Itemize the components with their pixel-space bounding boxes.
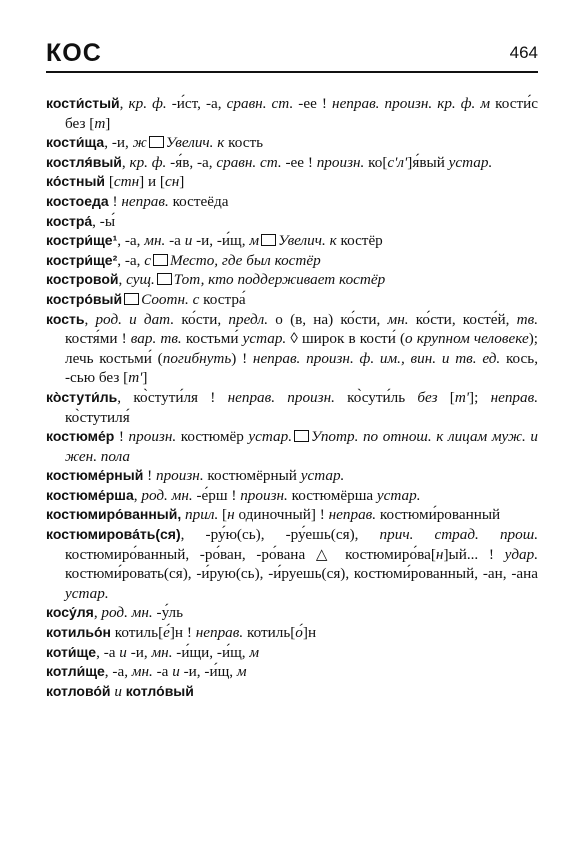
entry-text: -у́ль: [152, 604, 184, 622]
entry-text: костюми́ровать(ся), -и́рую(сь), -и́руешь(ся), костюми́рованный, -ан, -ана: [65, 565, 538, 583]
headword: кость: [46, 310, 85, 327]
grammatical-note: кр. ф.: [128, 95, 167, 112]
grammatical-note: неправ. произн. ф. им., вин. и тв. ед.: [252, 349, 501, 367]
headword: костюмирова́ть(ся): [46, 526, 181, 543]
entry-text: ко[: [364, 153, 388, 171]
grammatical-note: и: [184, 232, 193, 250]
page-number: 464: [509, 43, 538, 62]
grammatical-note: е́: [163, 624, 170, 642]
entry-text: !: [108, 192, 122, 210]
grammatical-note: вар. тв.: [130, 330, 182, 348]
grammatical-note: ж: [132, 134, 147, 152]
entry-text: ]я́вый: [407, 153, 449, 171]
entry-text: , -и,: [104, 134, 133, 152]
entry-text: ]ый... !: [443, 545, 505, 563]
entry-text: ,: [119, 95, 129, 112]
grammatical-note: род. мн.: [141, 486, 193, 504]
entry-text: ко̀сути́ль: [334, 388, 418, 406]
entry-text: ◊ широк в кости́ (: [286, 330, 405, 348]
entry-text: , -а,: [117, 251, 145, 269]
grammatical-note: стн: [113, 173, 140, 191]
grammatical-note: устар.: [65, 584, 109, 602]
grammatical-note: предл.: [228, 310, 269, 328]
entry-text: -и,: [126, 643, 152, 661]
grammatical-note: и: [114, 682, 122, 700]
entry-text: костя́ми !: [65, 330, 131, 348]
dictionary-entries: [46, 94, 538, 701]
entry-text: -ее !: [281, 153, 317, 171]
headword: костюмиро́ванный,: [46, 506, 182, 523]
grammatical-note: мн.: [151, 643, 173, 661]
entry-text: [: [437, 388, 455, 406]
grammatical-note: о́: [295, 624, 303, 642]
grammatical-note: м: [249, 232, 260, 250]
entry-text: , -ру́ю(сь), -ру́ешь(ся),: [180, 526, 380, 544]
entry-text: , -а,: [117, 232, 145, 250]
entry-text: -а: [152, 663, 173, 681]
headword: коти́ще: [46, 643, 97, 660]
dictionary-entry: [46, 525, 538, 603]
entry-text: костеёда: [168, 192, 229, 210]
headword: костра́: [46, 212, 93, 229]
running-head-word: КОС: [46, 39, 102, 67]
entry-text: ,: [84, 310, 96, 328]
entry-text: [: [105, 173, 114, 191]
entry-text: ] и [: [139, 173, 165, 191]
grammatical-note: род. и дат.: [95, 310, 175, 328]
grammatical-note: Употр. по отнош. к лицам муж. и жен. пола: [65, 428, 538, 465]
entry-text: -и́щи, -и́щ,: [172, 643, 250, 661]
grammatical-note: мн.: [144, 232, 166, 250]
entry-text: о (в, на) ко́сти,: [268, 310, 388, 328]
entry-text: -е́рш !: [192, 486, 241, 504]
dictionary-entry: [46, 623, 538, 643]
dictionary-entry: [46, 133, 538, 153]
dictionary-entry: [46, 192, 538, 212]
grammatical-note: и: [119, 643, 127, 661]
entry-text: кость: [224, 134, 264, 152]
grammatical-note: с'л': [387, 153, 408, 171]
dictionary-entry: [46, 172, 538, 192]
usage-note-box-icon: [157, 273, 172, 285]
entry-text: -я́в, -а,: [166, 153, 217, 171]
grammatical-note: т': [128, 369, 143, 387]
entry-text: костюмёрный: [203, 467, 301, 485]
dictionary-entry: [46, 310, 538, 388]
dictionary-entry: [46, 603, 538, 623]
entry-text: , -а: [96, 643, 120, 661]
grammatical-note: неправ. произн.: [227, 388, 335, 406]
grammatical-note: т: [94, 114, 106, 132]
grammatical-note: кр. ф.: [129, 153, 167, 171]
entry-text: ]н: [302, 624, 317, 642]
entry-text: котиль[: [243, 624, 296, 642]
usage-note-box-icon: [153, 254, 168, 266]
dictionary-entry: [46, 643, 538, 663]
dictionary-entry: [46, 212, 538, 232]
dictionary-entry: [46, 94, 538, 133]
entry-text: котиль[: [111, 624, 164, 642]
grammatical-note: мн.: [131, 663, 153, 681]
entry-text: ) !: [231, 349, 253, 367]
entry-text: -а: [165, 232, 185, 250]
headword: ко́стный: [46, 173, 106, 190]
entry-text: ко̀стутиля́: [65, 408, 130, 426]
entry-text: ко́сти,: [174, 310, 229, 328]
usage-note-box-icon: [149, 136, 164, 148]
grammatical-note: н: [435, 545, 444, 563]
grammatical-note: прич. страд. прош.: [379, 526, 538, 544]
dictionary-entry: [46, 486, 538, 506]
grammatical-note: погибнуть: [162, 349, 232, 367]
entry-text: ]: [142, 369, 148, 387]
headword: костро́вый: [46, 290, 123, 307]
dictionary-entry: [46, 682, 538, 702]
entry-text: костра́: [199, 290, 246, 308]
grammatical-note: устар.: [242, 330, 287, 348]
grammatical-note: м: [249, 643, 260, 661]
grammatical-note: прил.: [185, 506, 219, 524]
dictionary-entry: [46, 153, 538, 173]
grammatical-note: сравн. ст.: [216, 153, 282, 171]
headword: ко̀стути́ль: [46, 388, 118, 405]
entry-text: ,: [93, 604, 102, 622]
entry-text: , -а,: [104, 663, 132, 681]
grammatical-note: Соотн. с: [141, 290, 200, 308]
headword: котильо́н: [46, 624, 111, 641]
headword: костри́ще²: [46, 251, 118, 268]
entry-text: !: [143, 467, 156, 485]
grammatical-note: Место, где был костёр: [170, 251, 321, 269]
grammatical-note: сн: [165, 173, 180, 191]
grammatical-note: о крупном человеке: [405, 330, 529, 348]
grammatical-note: произн.: [128, 428, 177, 446]
grammatical-note: неправ.: [121, 192, 169, 210]
grammatical-note: без: [417, 388, 438, 406]
grammatical-note: произн.: [316, 153, 365, 171]
grammatical-note: с: [144, 251, 152, 269]
entry-text: ,: [133, 486, 142, 504]
entry-text: [: [218, 506, 228, 524]
dictionary-entry: [46, 231, 538, 251]
entry-text: ]н !: [169, 624, 196, 642]
entry-text: костюмёр: [176, 428, 249, 446]
grammatical-note: произн.: [240, 486, 288, 504]
entry-text: костёр: [336, 232, 383, 250]
headword: котли́ще: [46, 663, 105, 680]
dictionary-entry: [46, 505, 538, 525]
grammatical-note: Тот, кто поддерживает костёр: [173, 271, 386, 289]
headword: костюме́рный: [46, 467, 144, 484]
grammatical-note: устар.: [376, 486, 421, 504]
entry-text: костюмиро́ванный, -ро́ван, -ро́вана △ костюмиро́ва[: [65, 545, 436, 563]
headword: костюме́р: [46, 428, 115, 445]
entry-text: !: [114, 428, 129, 446]
headword: костри́ще¹: [46, 232, 118, 249]
headword: котло́вый: [125, 682, 194, 699]
headword: косу́ля: [46, 604, 94, 621]
entry-text: ];: [469, 388, 491, 406]
entry-text: -и, -и́щ,: [192, 232, 250, 250]
usage-note-box-icon: [294, 430, 309, 442]
usage-note-box-icon: [124, 293, 139, 305]
entry-text: -и́ст, -а,: [166, 95, 227, 112]
entry-text: ]: [179, 173, 185, 191]
entry-text: ]: [105, 114, 111, 132]
grammatical-note: удар.: [504, 545, 538, 563]
dictionary-entry: [46, 662, 538, 682]
entry-text: одиночный] !: [234, 506, 329, 524]
entry-text: -ее !: [293, 95, 333, 112]
entry-text: кости́с без [: [65, 95, 538, 132]
page-header: [46, 38, 538, 68]
headword: костровой: [46, 271, 119, 288]
header-rule: [46, 71, 538, 73]
grammatical-note: неправ.: [195, 624, 244, 642]
dictionary-entry: [46, 290, 538, 310]
grammatical-note: Увелич. к: [165, 134, 225, 152]
headword: костля́вый: [46, 153, 122, 170]
dictionary-entry: [46, 388, 538, 427]
grammatical-note: устар.: [300, 467, 345, 485]
grammatical-note: устар.: [248, 428, 293, 446]
entry-text: ,: [118, 271, 127, 289]
entry-text: -и, -и́щ,: [179, 663, 237, 681]
grammatical-note: н: [227, 506, 235, 524]
entry-text: ); лечь костьми́ (: [65, 330, 538, 367]
entry-text: , -ы́: [92, 212, 116, 230]
grammatical-note: неправ.: [328, 506, 377, 524]
grammatical-note: м: [236, 663, 247, 681]
grammatical-note: произн.: [155, 467, 204, 485]
entry-text: костюми́рованный: [376, 506, 501, 524]
dictionary-entry: [46, 466, 538, 486]
entry-text: ,: [121, 153, 130, 171]
headword: костюме́рша: [46, 486, 134, 503]
grammatical-note: т': [454, 388, 470, 406]
grammatical-note: сущ.: [126, 271, 155, 289]
entry-text: , ко̀стути́ля !: [117, 388, 228, 406]
grammatical-note: неправ.: [490, 388, 539, 406]
usage-note-box-icon: [261, 234, 276, 246]
grammatical-note: род. мн.: [101, 604, 153, 622]
headword: кости́ща: [46, 134, 105, 151]
entry-text: ко́сти, косте́й,: [408, 310, 517, 328]
entry-text: костьми́: [181, 330, 243, 348]
dictionary-entry: [46, 270, 538, 290]
headword: котлово́й: [46, 682, 111, 699]
headword: кости́стый: [46, 95, 120, 111]
grammatical-note: мн.: [387, 310, 409, 328]
grammatical-note: и: [172, 663, 180, 681]
grammatical-note: неправ. произн. кр. ф. м: [332, 95, 491, 112]
entry-text: костюмёрша: [287, 486, 377, 504]
grammatical-note: устар.: [448, 153, 493, 171]
grammatical-note: тв.: [516, 310, 538, 328]
grammatical-note: Увелич. к: [278, 232, 337, 250]
dictionary-entry: [46, 251, 538, 271]
dictionary-entry: [46, 427, 538, 466]
entry-text: кось, -сью без [: [65, 349, 538, 387]
headword: костоеда: [46, 192, 109, 209]
grammatical-note: сравн. ст.: [226, 95, 294, 112]
